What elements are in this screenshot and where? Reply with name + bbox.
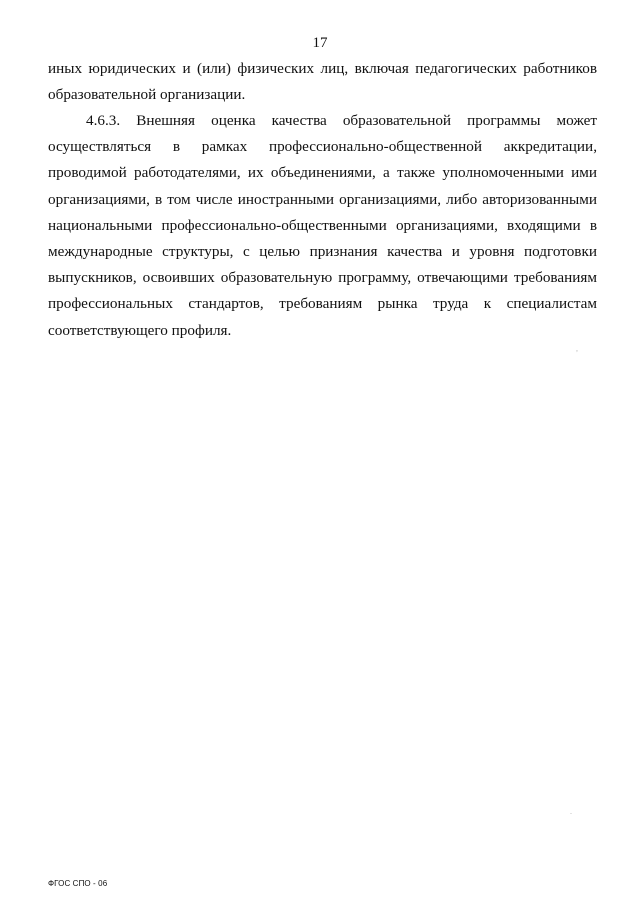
scan-speck: . xyxy=(570,807,572,816)
text-line: соответствующего профиля. xyxy=(48,321,232,339)
text-line: образовательной организации. xyxy=(48,86,246,104)
text-line: выпускников, освоивших образовательную программу, отвечающими требованиям xyxy=(48,269,597,287)
page-number: 17 xyxy=(312,35,328,51)
text-line: проводимой работодателями, их объединениями, а также уполномоченными ими xyxy=(48,164,597,182)
text-line: национальными профессионально-общественными организациями, входящими в xyxy=(48,216,597,234)
text-line: международные структуры, с целью признания качества и уровня подготовки xyxy=(48,242,597,260)
text-line: осуществляться в рамках профессионально-общественной аккредитации, xyxy=(48,138,597,156)
text-line: организациями, в том числе иностранными организациями, либо авторизованными xyxy=(48,190,597,208)
paragraph-4-6-3 xyxy=(48,108,597,344)
scan-speck: , xyxy=(576,344,578,353)
text-line: профессиональных стандартов, требованиям рынка труда к специалистам xyxy=(48,295,597,313)
text-line: иных юридических и (или) физических лиц, включая педагогических работников xyxy=(48,60,597,77)
paragraph-continuation xyxy=(48,56,597,108)
text-line: 4.6.3. Внешняя оценка качества образовательной программы может xyxy=(86,112,597,129)
footer-document-code: ФГОС СПО - 06 xyxy=(48,879,108,888)
